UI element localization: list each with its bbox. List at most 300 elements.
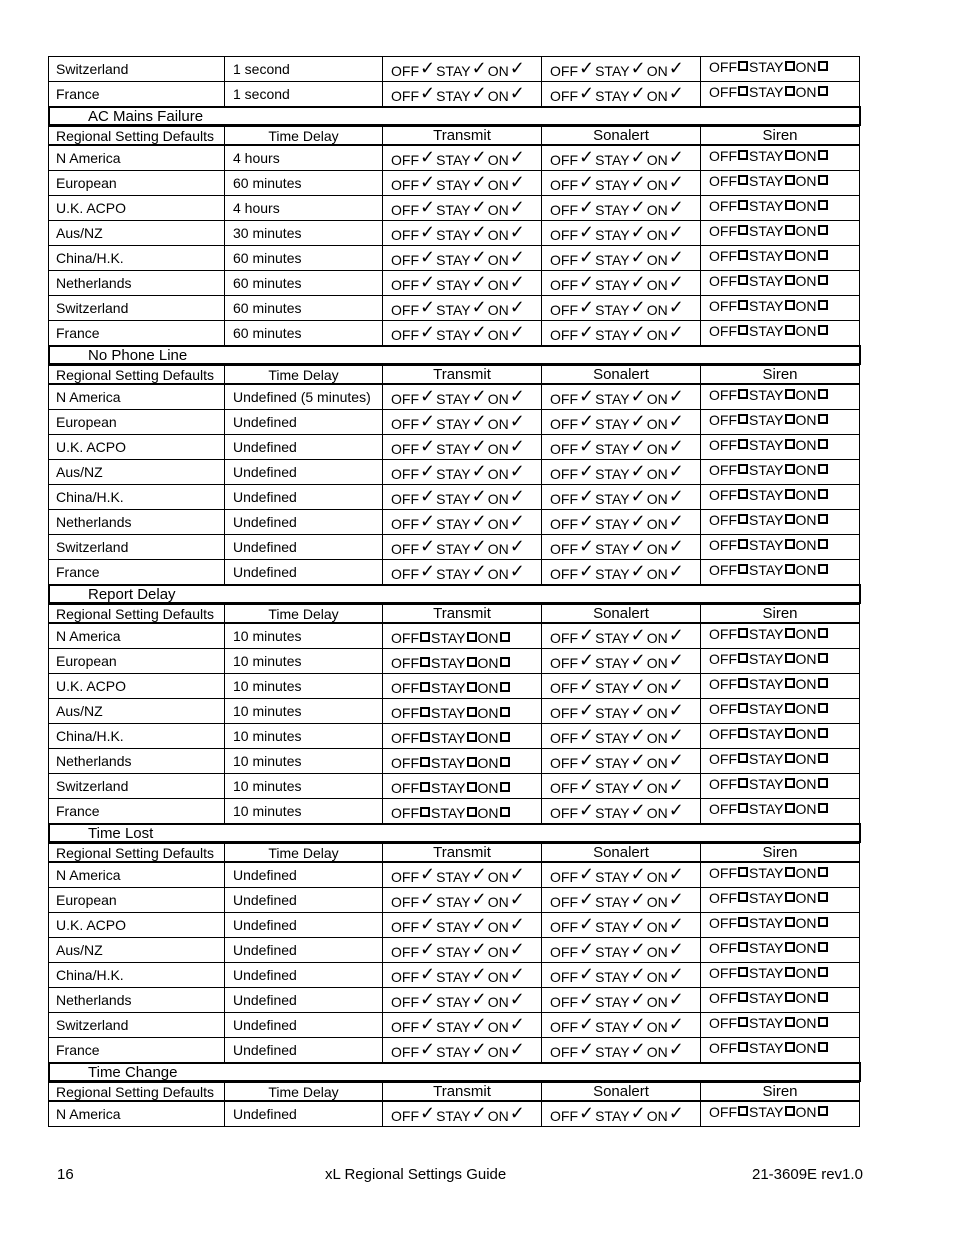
option-label-off: OFF <box>391 441 419 457</box>
checkbox-empty-icon <box>738 803 748 813</box>
checkbox-empty-icon <box>738 414 748 424</box>
checkmark-icon: ✓ <box>630 989 646 1009</box>
option-label-stay: STAY <box>595 755 630 771</box>
region-cell: N America <box>48 623 225 649</box>
option-label-on: ON <box>646 655 668 671</box>
table-row <box>48 937 861 962</box>
checkmark-icon: ✓ <box>509 247 525 267</box>
checkbox-empty-icon <box>420 807 430 817</box>
option-label-stay: STAY <box>436 416 471 432</box>
table-row <box>48 295 861 320</box>
checkmark-icon: ✓ <box>420 247 436 267</box>
siren-cell <box>700 509 860 535</box>
transmit-cell <box>382 798 542 824</box>
checkmark-icon: ✓ <box>420 83 436 103</box>
checkbox-empty-icon <box>738 728 748 738</box>
checkmark-icon: ✓ <box>509 939 525 959</box>
checkbox-empty-icon <box>785 414 795 424</box>
option-label-off: OFF <box>709 1104 737 1120</box>
option-label-on: ON <box>795 701 817 717</box>
checkmark-icon: ✓ <box>668 58 684 78</box>
transmit-cell <box>382 484 542 510</box>
option-label-on: ON <box>487 1108 509 1124</box>
option-label-off: OFF <box>550 227 578 243</box>
checkmark-icon: ✓ <box>668 1014 684 1034</box>
transmit-cell <box>382 698 542 724</box>
option-label-stay: STAY <box>595 441 630 457</box>
checkmark-icon: ✓ <box>420 864 436 884</box>
option-label-on: ON <box>795 990 817 1006</box>
option-label-on: ON <box>487 894 509 910</box>
checkmark-icon: ✓ <box>668 939 684 959</box>
header-transmit: Transmit <box>382 842 542 863</box>
section-title: Time Lost <box>48 823 861 843</box>
option-label-off: OFF <box>709 512 737 528</box>
option-label-on: ON <box>795 537 817 553</box>
checkbox-empty-icon <box>738 967 748 977</box>
checkbox-empty-icon <box>738 250 748 260</box>
option-label-stay: STAY <box>436 327 471 343</box>
option-label-stay: STAY <box>431 805 466 821</box>
checkmark-icon: ✓ <box>420 511 436 531</box>
checkbox-empty-icon <box>738 628 748 638</box>
checkbox-empty-icon <box>420 757 430 767</box>
option-label-stay: STAY <box>749 223 784 239</box>
checkbox-empty-icon <box>738 539 748 549</box>
delay-cell: Undefined <box>224 862 383 888</box>
delay-cell: Undefined (5 minutes) <box>224 384 383 410</box>
option-label-off: OFF <box>391 780 419 796</box>
option-label-off: OFF <box>391 730 419 746</box>
checkbox-empty-icon <box>785 464 795 474</box>
table-row <box>48 245 861 270</box>
option-label-off: OFF <box>391 416 419 432</box>
option-label-stay: STAY <box>595 277 630 293</box>
option-label-off: OFF <box>550 1019 578 1035</box>
checkbox-empty-icon <box>738 703 748 713</box>
checkbox-empty-icon <box>738 653 748 663</box>
option-label-stay: STAY <box>749 776 784 792</box>
checkbox-empty-icon <box>738 778 748 788</box>
option-label-on: ON <box>795 148 817 164</box>
checkmark-icon: ✓ <box>668 411 684 431</box>
option-label-stay: STAY <box>595 302 630 318</box>
transmit-cell <box>382 937 542 963</box>
checkbox-empty-icon <box>818 803 828 813</box>
option-label-stay: STAY <box>749 437 784 453</box>
checkbox-empty-icon <box>738 86 748 96</box>
option-label-stay: STAY <box>436 1108 471 1124</box>
checkmark-icon: ✓ <box>420 147 436 167</box>
sonalert-cell <box>541 534 701 560</box>
transmit-cell <box>382 559 542 585</box>
region-cell: U.K. ACPO <box>48 195 225 221</box>
option-label-on: ON <box>795 298 817 314</box>
checkmark-icon: ✓ <box>420 889 436 909</box>
checkmark-icon: ✓ <box>668 1039 684 1059</box>
option-label-on: ON <box>795 1015 817 1031</box>
checkmark-icon: ✓ <box>630 561 646 581</box>
option-label-stay: STAY <box>595 705 630 721</box>
checkmark-icon: ✓ <box>509 436 525 456</box>
checkmark-icon: ✓ <box>420 486 436 506</box>
option-label-stay: STAY <box>431 705 466 721</box>
region-cell: Switzerland <box>48 773 225 799</box>
checkmark-icon: ✓ <box>668 197 684 217</box>
option-label-on: ON <box>795 915 817 931</box>
checkbox-empty-icon <box>785 200 795 210</box>
checkbox-empty-icon <box>818 514 828 524</box>
delay-cell: Undefined <box>224 409 383 435</box>
option-label-off: OFF <box>550 177 578 193</box>
checkmark-icon: ✓ <box>509 147 525 167</box>
checkmark-icon: ✓ <box>579 172 595 192</box>
delay-cell: 10 minutes <box>224 773 383 799</box>
checkmark-icon: ✓ <box>579 147 595 167</box>
siren-cell <box>700 145 860 171</box>
option-label-stay: STAY <box>436 88 471 104</box>
sonalert-cell <box>541 170 701 196</box>
checkbox-empty-icon <box>785 439 795 449</box>
checkmark-icon: ✓ <box>509 83 525 103</box>
checkmark-icon: ✓ <box>668 1103 684 1123</box>
option-label-stay: STAY <box>595 894 630 910</box>
transmit-cell <box>382 912 542 938</box>
option-label-stay: STAY <box>595 566 630 582</box>
table-header <box>48 364 861 384</box>
checkbox-empty-icon <box>420 732 430 742</box>
checkmark-icon: ✓ <box>630 222 646 242</box>
checkbox-empty-icon <box>467 707 477 717</box>
section-title: No Phone Line <box>48 345 861 365</box>
option-label-off: OFF <box>391 152 419 168</box>
delay-cell: Undefined <box>224 912 383 938</box>
checkbox-empty-icon <box>467 657 477 667</box>
checkbox-empty-icon <box>785 942 795 952</box>
checkmark-icon: ✓ <box>630 83 646 103</box>
checkmark-icon: ✓ <box>668 147 684 167</box>
checkmark-icon: ✓ <box>509 914 525 934</box>
checkbox-empty-icon <box>738 439 748 449</box>
header-siren: Siren <box>700 603 860 624</box>
checkmark-icon: ✓ <box>509 411 525 431</box>
checkbox-empty-icon <box>818 564 828 574</box>
option-label-on: ON <box>646 1108 668 1124</box>
option-label-stay: STAY <box>595 491 630 507</box>
checkmark-icon: ✓ <box>630 486 646 506</box>
option-label-on: ON <box>487 1019 509 1035</box>
option-label-stay: STAY <box>595 730 630 746</box>
region-cell: China/H.K. <box>48 245 225 271</box>
option-label-off: OFF <box>391 755 419 771</box>
table-row <box>48 81 861 106</box>
option-label-stay: STAY <box>749 323 784 339</box>
option-label-off: OFF <box>709 248 737 264</box>
option-label-on: ON <box>477 755 499 771</box>
checkmark-icon: ✓ <box>668 725 684 745</box>
sonalert-cell <box>541 937 701 963</box>
checkbox-empty-icon <box>785 1106 795 1116</box>
option-label-off: OFF <box>709 173 737 189</box>
option-label-off: OFF <box>391 541 419 557</box>
option-label-off: OFF <box>391 969 419 985</box>
region-cell: N America <box>48 1101 225 1127</box>
option-label-stay: STAY <box>749 701 784 717</box>
header-delay: Time Delay <box>224 603 383 624</box>
checkbox-empty-icon <box>738 992 748 1002</box>
option-label-on: ON <box>646 441 668 457</box>
section-title: Time Change <box>48 1062 861 1082</box>
section-title: AC Mains Failure <box>48 106 861 126</box>
checkbox-empty-icon <box>818 1042 828 1052</box>
checkmark-icon: ✓ <box>668 964 684 984</box>
checkmark-icon: ✓ <box>630 964 646 984</box>
option-label-off: OFF <box>550 88 578 104</box>
checkmark-icon: ✓ <box>579 222 595 242</box>
option-label-off: OFF <box>550 566 578 582</box>
checkbox-empty-icon <box>785 389 795 399</box>
option-label-off: OFF <box>391 516 419 532</box>
option-label-on: ON <box>487 441 509 457</box>
siren-cell <box>700 887 860 913</box>
checkbox-empty-icon <box>785 653 795 663</box>
checkbox-empty-icon <box>738 1106 748 1116</box>
transmit-cell <box>382 1101 542 1127</box>
option-label-stay: STAY <box>436 1019 471 1035</box>
option-label-off: OFF <box>709 701 737 717</box>
transmit-cell <box>382 887 542 913</box>
option-label-on: ON <box>646 302 668 318</box>
transmit-cell <box>382 245 542 271</box>
option-label-off: OFF <box>709 651 737 667</box>
header-delay: Time Delay <box>224 364 383 385</box>
transmit-cell <box>382 195 542 221</box>
option-label-stay: STAY <box>749 273 784 289</box>
option-label-on: ON <box>795 273 817 289</box>
region-cell: U.K. ACPO <box>48 673 225 699</box>
transmit-cell <box>382 648 542 674</box>
table-row <box>48 484 861 509</box>
checkmark-icon: ✓ <box>509 461 525 481</box>
checkmark-icon: ✓ <box>579 1014 595 1034</box>
table-row <box>48 434 861 459</box>
option-label-off: OFF <box>550 1044 578 1060</box>
transmit-cell <box>382 1012 542 1038</box>
option-label-off: OFF <box>709 801 737 817</box>
checkbox-empty-icon <box>785 728 795 738</box>
siren-cell <box>700 534 860 560</box>
table-header <box>48 125 861 145</box>
header-transmit: Transmit <box>382 125 542 146</box>
option-label-on: ON <box>487 541 509 557</box>
checkmark-icon: ✓ <box>509 386 525 406</box>
checkbox-empty-icon <box>818 325 828 335</box>
checkmark-icon: ✓ <box>579 939 595 959</box>
checkmark-icon: ✓ <box>509 272 525 292</box>
table-row <box>48 798 861 823</box>
transmit-cell <box>382 270 542 296</box>
checkbox-empty-icon <box>738 564 748 574</box>
checkmark-icon: ✓ <box>668 864 684 884</box>
option-label-stay: STAY <box>749 726 784 742</box>
option-label-stay: STAY <box>749 990 784 1006</box>
checkmark-icon: ✓ <box>668 625 684 645</box>
option-label-stay: STAY <box>431 630 466 646</box>
checkbox-empty-icon <box>738 867 748 877</box>
checkmark-icon: ✓ <box>471 272 487 292</box>
table-row <box>48 56 861 81</box>
checkbox-empty-icon <box>818 200 828 210</box>
option-label-stay: STAY <box>431 655 466 671</box>
checkmark-icon: ✓ <box>509 197 525 217</box>
option-label-on: ON <box>646 994 668 1010</box>
checkmark-icon: ✓ <box>630 247 646 267</box>
option-label-on: ON <box>646 780 668 796</box>
checkmark-icon: ✓ <box>668 700 684 720</box>
checkmark-icon: ✓ <box>471 864 487 884</box>
checkbox-empty-icon <box>738 678 748 688</box>
option-label-stay: STAY <box>595 805 630 821</box>
checkmark-icon: ✓ <box>579 750 595 770</box>
checkmark-icon: ✓ <box>630 272 646 292</box>
checkmark-icon: ✓ <box>509 1014 525 1034</box>
siren-cell <box>700 623 860 649</box>
option-label-stay: STAY <box>749 915 784 931</box>
checkbox-empty-icon <box>738 917 748 927</box>
option-label-stay: STAY <box>749 626 784 642</box>
checkmark-icon: ✓ <box>420 436 436 456</box>
option-label-on: ON <box>795 512 817 528</box>
transmit-cell <box>382 384 542 410</box>
checkmark-icon: ✓ <box>579 83 595 103</box>
checkmark-icon: ✓ <box>630 675 646 695</box>
checkbox-empty-icon <box>467 682 477 692</box>
header-region: Regional Setting Defaults <box>48 1081 225 1102</box>
option-label-on: ON <box>795 173 817 189</box>
siren-cell <box>700 912 860 938</box>
checkbox-empty-icon <box>785 250 795 260</box>
option-label-off: OFF <box>709 890 737 906</box>
checkmark-icon: ✓ <box>579 775 595 795</box>
option-label-off: OFF <box>709 676 737 692</box>
checkmark-icon: ✓ <box>630 864 646 884</box>
checkmark-icon: ✓ <box>630 700 646 720</box>
checkmark-icon: ✓ <box>420 561 436 581</box>
table-header <box>48 1081 861 1101</box>
delay-cell: Undefined <box>224 987 383 1013</box>
delay-cell: 10 minutes <box>224 648 383 674</box>
region-cell: European <box>48 648 225 674</box>
checkmark-icon: ✓ <box>471 461 487 481</box>
checkmark-icon: ✓ <box>668 536 684 556</box>
checkbox-empty-icon <box>785 86 795 96</box>
option-label-stay: STAY <box>595 327 630 343</box>
option-label-stay: STAY <box>436 1044 471 1060</box>
option-label-stay: STAY <box>595 516 630 532</box>
option-label-off: OFF <box>391 302 419 318</box>
option-label-stay: STAY <box>436 466 471 482</box>
checkmark-icon: ✓ <box>579 625 595 645</box>
sonalert-cell <box>541 862 701 888</box>
option-label-on: ON <box>487 252 509 268</box>
option-label-stay: STAY <box>595 63 630 79</box>
option-label-on: ON <box>646 63 668 79</box>
transmit-cell <box>382 723 542 749</box>
checkmark-icon: ✓ <box>579 411 595 431</box>
checkmark-icon: ✓ <box>579 536 595 556</box>
checkmark-icon: ✓ <box>420 964 436 984</box>
option-label-off: OFF <box>709 298 737 314</box>
sonalert-cell <box>541 484 701 510</box>
option-label-on: ON <box>477 780 499 796</box>
option-label-on: ON <box>795 1040 817 1056</box>
header-region: Regional Setting Defaults <box>48 125 225 146</box>
checkmark-icon: ✓ <box>579 964 595 984</box>
option-label-stay: STAY <box>749 248 784 264</box>
table-row <box>48 962 861 987</box>
checkbox-empty-icon <box>738 942 748 952</box>
option-label-off: OFF <box>550 680 578 696</box>
option-label-on: ON <box>487 566 509 582</box>
sonalert-cell <box>541 245 701 271</box>
option-label-stay: STAY <box>436 152 471 168</box>
checkbox-empty-icon <box>785 892 795 902</box>
option-label-on: ON <box>487 491 509 507</box>
option-label-stay: STAY <box>749 1104 784 1120</box>
checkbox-empty-icon <box>738 150 748 160</box>
option-label-off: OFF <box>391 1108 419 1124</box>
delay-cell: Undefined <box>224 937 383 963</box>
delay-cell: Undefined <box>224 559 383 585</box>
checkmark-icon: ✓ <box>630 775 646 795</box>
region-cell: Netherlands <box>48 270 225 296</box>
checkbox-empty-icon <box>785 564 795 574</box>
checkbox-empty-icon <box>818 489 828 499</box>
option-label-stay: STAY <box>749 801 784 817</box>
checkmark-icon: ✓ <box>509 864 525 884</box>
option-label-off: OFF <box>391 202 419 218</box>
checkbox-empty-icon <box>420 707 430 717</box>
siren-cell <box>700 170 860 196</box>
siren-cell <box>700 220 860 246</box>
checkmark-icon: ✓ <box>471 147 487 167</box>
option-label-on: ON <box>795 84 817 100</box>
option-label-stay: STAY <box>436 566 471 582</box>
header-siren: Siren <box>700 1081 860 1102</box>
option-label-off: OFF <box>550 655 578 671</box>
transmit-cell <box>382 434 542 460</box>
header-sonalert: Sonalert <box>541 842 701 863</box>
region-cell: Aus/NZ <box>48 937 225 963</box>
checkbox-empty-icon <box>818 61 828 71</box>
checkmark-icon: ✓ <box>668 775 684 795</box>
header-siren: Siren <box>700 842 860 863</box>
option-label-stay: STAY <box>595 1044 630 1060</box>
checkbox-empty-icon <box>818 275 828 285</box>
checkmark-icon: ✓ <box>630 939 646 959</box>
checkbox-empty-icon <box>420 682 430 692</box>
option-label-on: ON <box>477 730 499 746</box>
option-label-off: OFF <box>709 198 737 214</box>
delay-cell: Undefined <box>224 459 383 485</box>
option-label-stay: STAY <box>595 919 630 935</box>
checkbox-empty-icon <box>785 539 795 549</box>
sonalert-cell <box>541 434 701 460</box>
option-label-on: ON <box>795 1104 817 1120</box>
table-row <box>48 145 861 170</box>
checkmark-icon: ✓ <box>471 172 487 192</box>
checkbox-empty-icon <box>500 657 510 667</box>
